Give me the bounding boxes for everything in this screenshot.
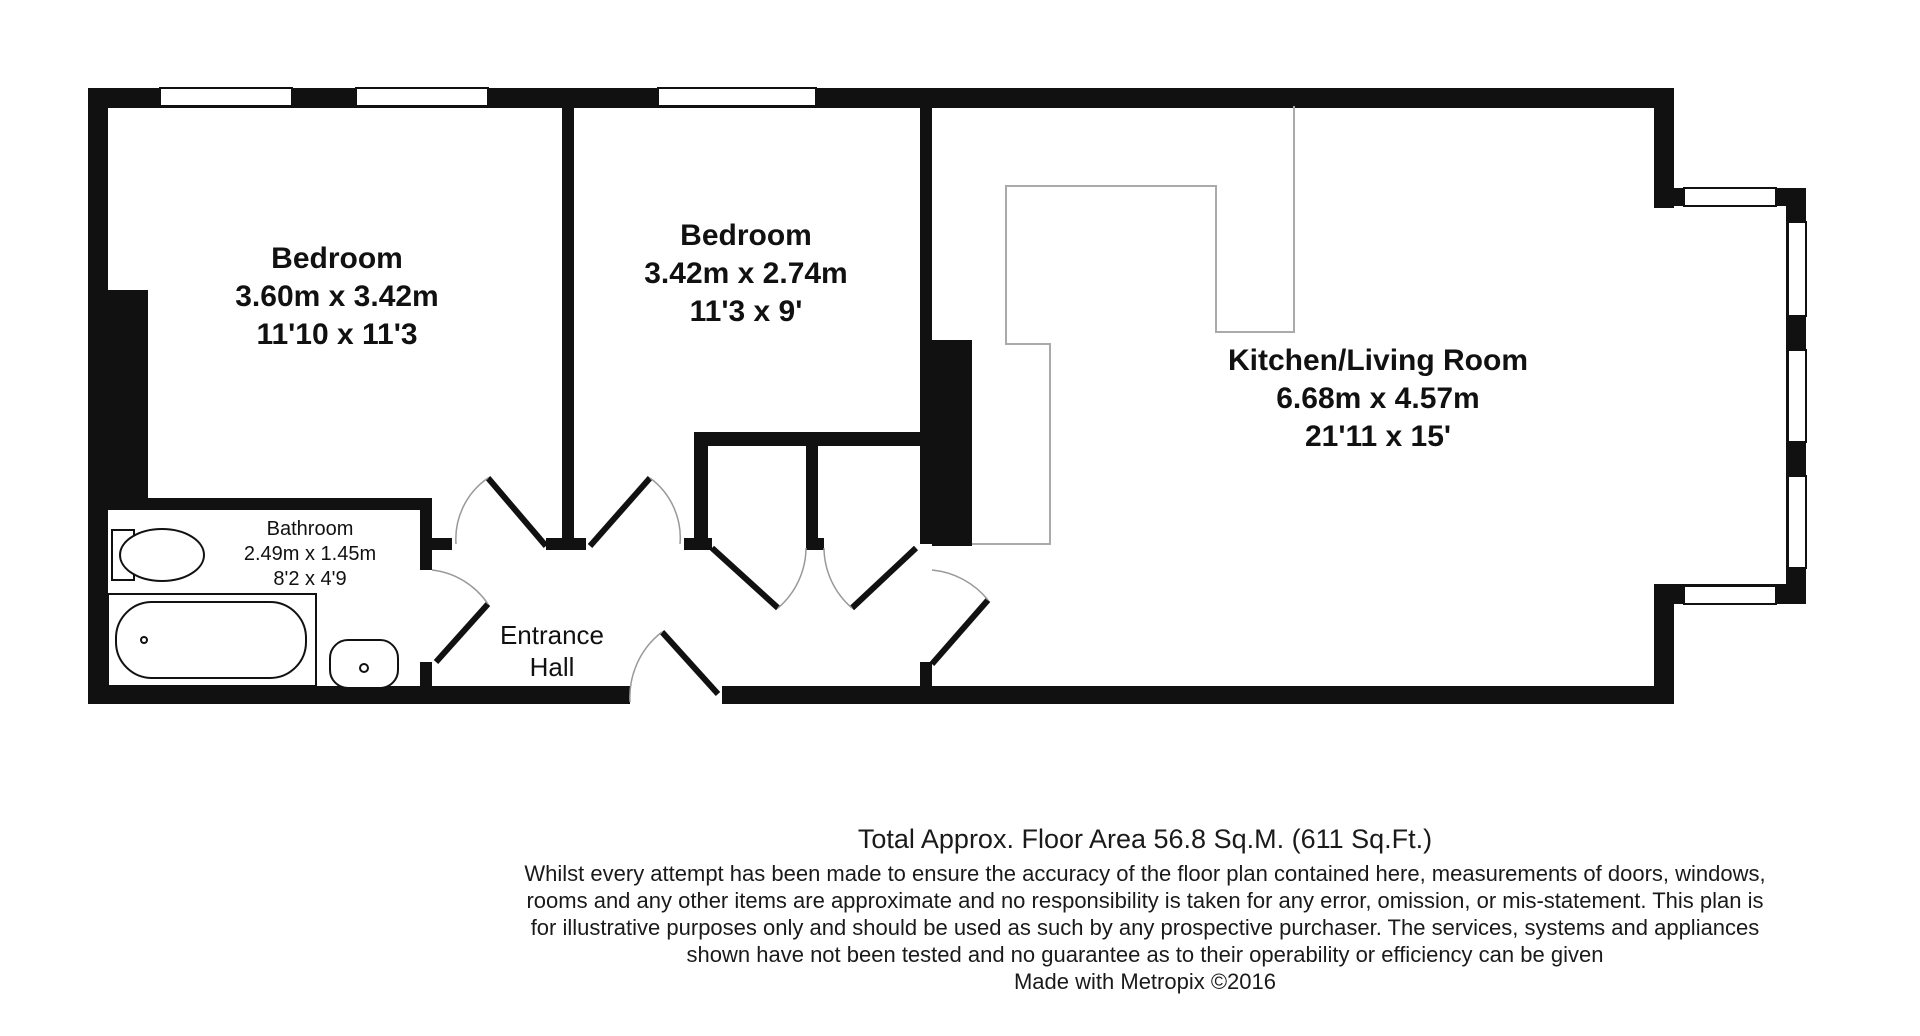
- total-floor-area: Total Approx. Floor Area 56.8 Sq.M. (611 Sq.Ft.): [857, 824, 1433, 854]
- window-bed2: [658, 88, 816, 106]
- window-bay-3: [1788, 476, 1806, 568]
- bath-plug: [141, 637, 147, 643]
- cupboard-wall-top: [694, 432, 926, 446]
- hall-label-line2: Hall: [529, 652, 575, 682]
- sink-drain: [360, 664, 368, 672]
- door-bed2: [590, 478, 650, 546]
- kitchen-units: [972, 106, 1294, 544]
- chimney-breast-bed1: [104, 290, 148, 498]
- toilet-bowl: [120, 529, 204, 581]
- window-bay-2: [1788, 350, 1806, 442]
- door-entrance: [662, 632, 718, 694]
- outer-wall-top: [88, 88, 1674, 108]
- cupboard-stub-left: [684, 538, 712, 550]
- footer: [520, 822, 1770, 995]
- bedroom2-metric: 3.42m x 2.74m: [644, 257, 848, 290]
- door-cupboard-2-swing: [824, 548, 852, 608]
- cupboard-wall-left: [694, 432, 708, 544]
- hall-stub-left: [428, 538, 452, 550]
- bedroom1-imperial: 11'10 x 11'3: [256, 318, 418, 351]
- door-kitchen: [932, 600, 988, 664]
- wall-bed1-bath: [104, 498, 430, 510]
- outer-wall-bottom-right: [722, 686, 1674, 704]
- wall-bath-right-upper: [420, 498, 432, 570]
- hall-label-line1: Entrance: [499, 620, 605, 650]
- bedroom2-name: Bedroom: [680, 219, 812, 252]
- chimney-breast-kitchen: [932, 340, 972, 546]
- door-bed2-swing: [650, 478, 680, 544]
- wall-bed2-kitchen: [920, 104, 932, 544]
- door-bathroom-swing: [432, 570, 488, 604]
- cupboard-stub-mid: [806, 538, 824, 550]
- doors: [432, 478, 988, 702]
- wall-bath-right-lower: [420, 662, 432, 692]
- walls: [88, 88, 1806, 704]
- bedroom1-metric: 3.60m x 3.42m: [235, 280, 439, 313]
- bedroom1-name: Bedroom: [271, 242, 403, 275]
- bedroom2-imperial: 11'3 x 9': [689, 295, 803, 328]
- kitchen-door-jamb-lower: [920, 662, 932, 698]
- door-entrance-swing: [630, 632, 662, 702]
- bathroom-imperial: 8'2 x 4'9: [273, 568, 347, 590]
- window-bay-bottom: [1684, 586, 1776, 604]
- kitchen-worktop-outline: [972, 106, 1294, 544]
- hall-stub-mid: [546, 538, 586, 550]
- door-cupboard-2: [852, 548, 916, 608]
- bathroom-name: Bathroom: [266, 518, 354, 540]
- door-cupboard-1: [712, 548, 778, 608]
- window-bed1-right: [356, 88, 488, 106]
- bathroom-metric: 2.49m x 1.45m: [243, 543, 377, 565]
- door-kitchen-swing: [932, 570, 988, 600]
- window-bay-1: [1788, 222, 1806, 316]
- window-bed1-left: [160, 88, 292, 106]
- door-bed1-swing: [456, 478, 488, 544]
- window-bay-top: [1684, 188, 1776, 206]
- door-cupboard-1-swing: [778, 548, 806, 608]
- door-bed1: [488, 478, 546, 546]
- kitchen-name: Kitchen/Living Room: [1228, 344, 1528, 377]
- disclaimer: Whilst every attempt has been made to ensure the accuracy of the floor plan contained here, measurements of doors, windows, rooms and any other items are approximate and no responsibility is taken for any error, omission, or mis-statement. This plan is for illustrative purposes only and should be used as such by any prospective purchaser. The services, systems and appliances shown have not been tested and no guarantee as to their operability or efficiency can be given: [524, 861, 1766, 967]
- made-with-credit: Made with Metropix ©2016: [1013, 969, 1276, 994]
- door-bathroom: [436, 604, 488, 662]
- cupboard-divider: [806, 444, 818, 544]
- kitchen-imperial: 21'11 x 15': [1304, 420, 1452, 453]
- wall-bed1-bed2: [562, 104, 574, 550]
- kitchen-metric: 6.68m x 4.57m: [1276, 382, 1480, 415]
- labels: [235, 219, 1528, 682]
